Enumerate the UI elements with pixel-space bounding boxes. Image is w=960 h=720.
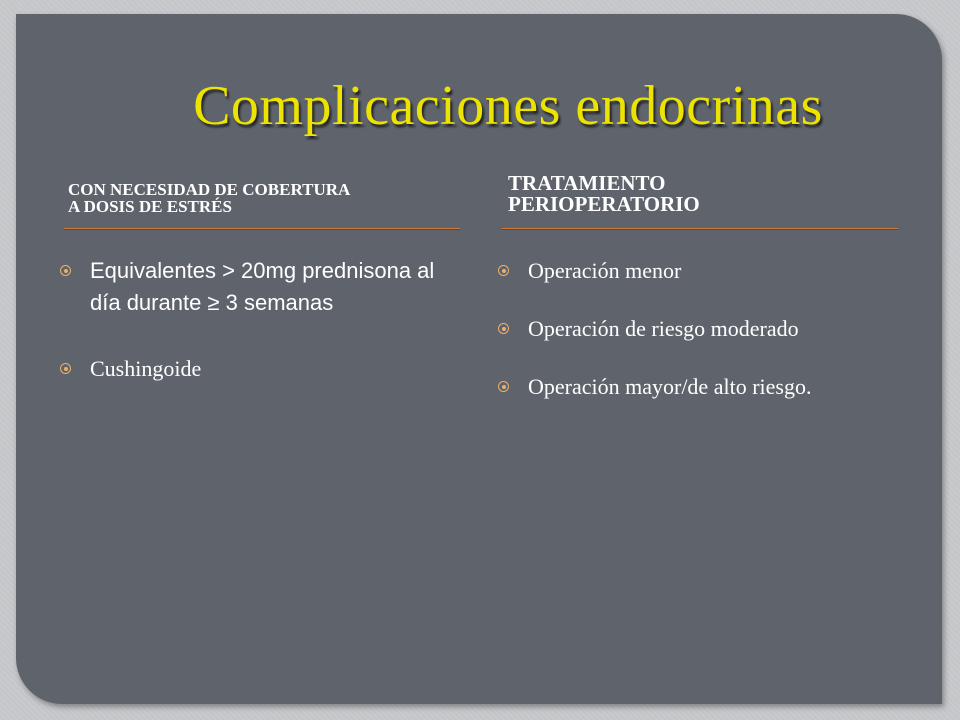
left-column-header	[68, 181, 468, 215]
circle-bullet-icon	[498, 265, 509, 276]
bullet-text: Operación de riesgo moderado	[528, 316, 799, 341]
list-item	[58, 353, 468, 385]
left-header-divider	[64, 228, 460, 229]
left-header-line-2: A DOSIS DE ESTRÉS	[68, 197, 232, 216]
circle-bullet-icon	[60, 363, 71, 374]
right-bullet-list	[496, 255, 896, 403]
bullet-text: Equivalentes > 20mg prednisona al día durante ≥ 3 semanas	[90, 258, 435, 315]
list-item	[496, 371, 896, 403]
bullet-text: Operación mayor/de alto riesgo.	[528, 374, 812, 399]
list-item	[58, 255, 468, 319]
circle-bullet-icon	[498, 323, 509, 334]
right-column-header	[508, 173, 868, 215]
list-item	[496, 313, 896, 345]
circle-bullet-icon	[60, 265, 71, 276]
circle-bullet-icon	[498, 381, 509, 392]
list-item	[496, 255, 896, 287]
right-header-divider	[502, 228, 898, 229]
slide-title: Complicaciones endocrinas	[193, 75, 823, 137]
bullet-text: Cushingoide	[90, 356, 202, 381]
right-header-line-1: TRATAMIENTO	[508, 171, 666, 195]
left-bullet-list	[58, 255, 468, 385]
bullet-text: Operación menor	[528, 258, 682, 283]
right-header-line-2: PERIOPERATORIO	[508, 192, 700, 216]
left-header-line-1: CON NECESIDAD DE COBERTURA	[68, 180, 351, 199]
